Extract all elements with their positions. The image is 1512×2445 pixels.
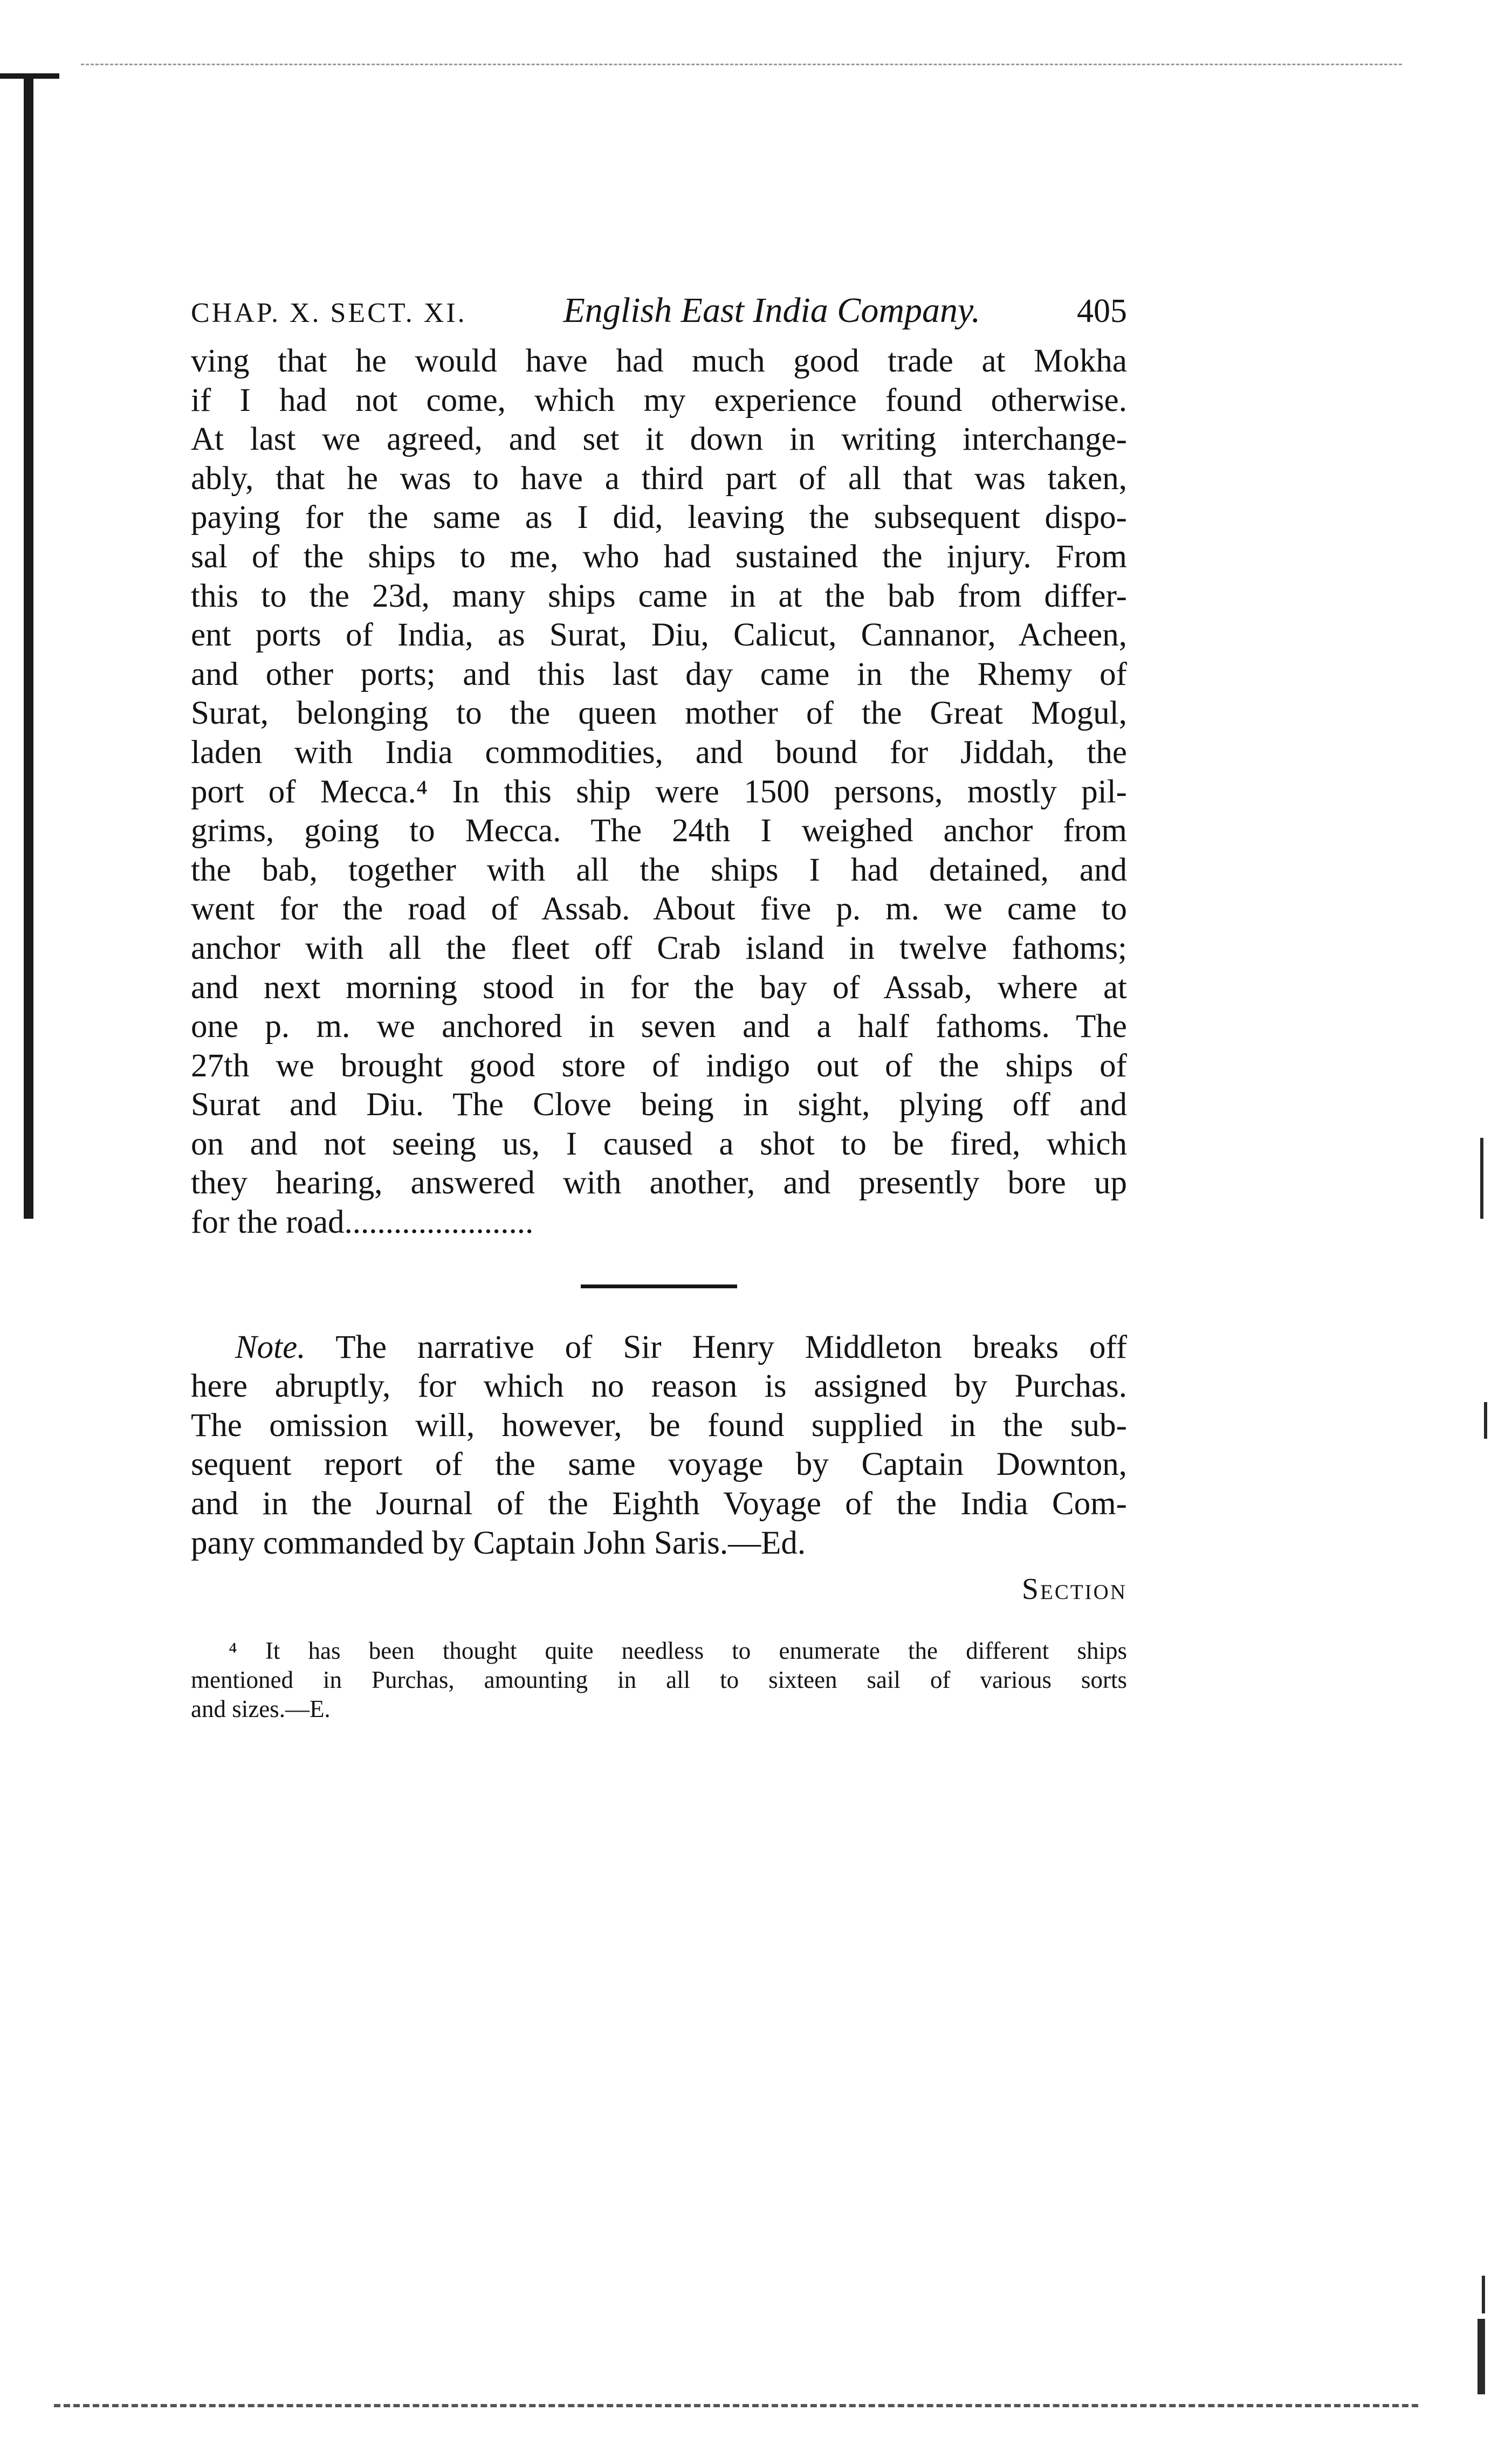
chapter-section-label: CHAP. X. SECT. XI. [191, 298, 467, 328]
text-line: grims, going to Mecca. The 24th I weighed anchor from [191, 813, 1127, 849]
text-line: and other ports; and this last day came in the Rhemy of [191, 656, 1127, 692]
text-line: the bab, together with all the ships I had detained, and [191, 851, 1127, 888]
section-divider-rule [581, 1285, 737, 1288]
note-text: The narrative of Sir Henry Middleton breaks off [335, 1329, 1128, 1365]
note-line: sequent report of the same voyage by Captain Downton, [191, 1446, 1127, 1483]
footnote [191, 1636, 1127, 1723]
body-paragraph [191, 342, 1127, 1242]
note-line: pany commanded by Captain John Saris.—Ed. [191, 1524, 806, 1561]
text-line: this to the 23d, many ships came in at the bab from differ- [191, 578, 1127, 614]
note-line: The omission will, however, be found supplied in the sub- [191, 1407, 1127, 1444]
note-label: Note. [235, 1329, 306, 1365]
footnote-line: mentioned in Purchas, amounting in all to sixteen sail of various sorts [191, 1666, 1127, 1694]
text-line: ably, that he was to have a third part of all that was taken, [191, 460, 1127, 497]
text-line: laden with India commodities, and bound for Jiddah, the [191, 734, 1127, 771]
running-head [191, 290, 1127, 342]
text-line: At last we agreed, and set it down in writing interchange- [191, 421, 1127, 458]
text-line: port of Mecca.⁴ In this ship were 1500 persons, mostly pil- [191, 773, 1127, 810]
footnote-line: and sizes.—E. [191, 1695, 331, 1723]
text-line: Surat, belonging to the queen mother of the Great Mogul, [191, 695, 1127, 732]
text-line: ent ports of India, as Surat, Diu, Calicut, Cannanor, Acheen, [191, 617, 1127, 654]
scan-bottom-noise [54, 2404, 1418, 2407]
text-line: for the road....................... [191, 1204, 534, 1241]
scan-right-mark [1482, 2276, 1485, 2313]
scan-top-noise [81, 64, 1402, 65]
text-line: ving that he would have had much good trade at Mokha [191, 343, 1127, 379]
note-line: and in the Journal of the Eighth Voyage of the India Com- [191, 1486, 1127, 1522]
text-line: anchor with all the fleet off Crab island in twelve fathoms; [191, 930, 1127, 966]
scan-right-mark [1484, 1424, 1487, 1439]
scan-right-mark [1480, 1138, 1483, 1219]
catchword: Section [1021, 1572, 1127, 1606]
text-line: and next morning stood in for the bay of Assab, where at [191, 969, 1127, 1006]
text-line: sal of the ships to me, who had sustained the injury. From [191, 538, 1127, 575]
text-line: they hearing, answered with another, and presently bore up [191, 1165, 1127, 1201]
text-line: Surat and Diu. The Clove being in sight, plying off and [191, 1087, 1127, 1123]
scan-binding-shadow [24, 75, 33, 1219]
book-page [191, 290, 1127, 1723]
footnote-line: ⁴ It has been thought quite needless to enumerate the different ships [229, 1637, 1127, 1665]
text-line: 27th we brought good store of indigo out of the ships of [191, 1047, 1127, 1084]
note-line [191, 1328, 1127, 1368]
editor-note [191, 1328, 1127, 1563]
text-line: went for the road of Assab. About five p. m. we came to [191, 891, 1127, 928]
text-line: one p. m. we anchored in seven and a half fathoms. The [191, 1008, 1127, 1045]
text-line: paying for the same as I did, leaving the subsequent dispo- [191, 499, 1127, 536]
running-title: English East India Company. [563, 291, 981, 330]
note-line: here abruptly, for which no reason is assigned by Purchas. [191, 1368, 1127, 1405]
page-number: 405 [1077, 293, 1127, 329]
scan-right-mark [1477, 2319, 1485, 2394]
text-line: if I had not come, which my experience found otherwise. [191, 382, 1127, 418]
text-line: on and not seeing us, I caused a shot to be fired, which [191, 1125, 1127, 1162]
scan-right-mark [1484, 1402, 1487, 1424]
